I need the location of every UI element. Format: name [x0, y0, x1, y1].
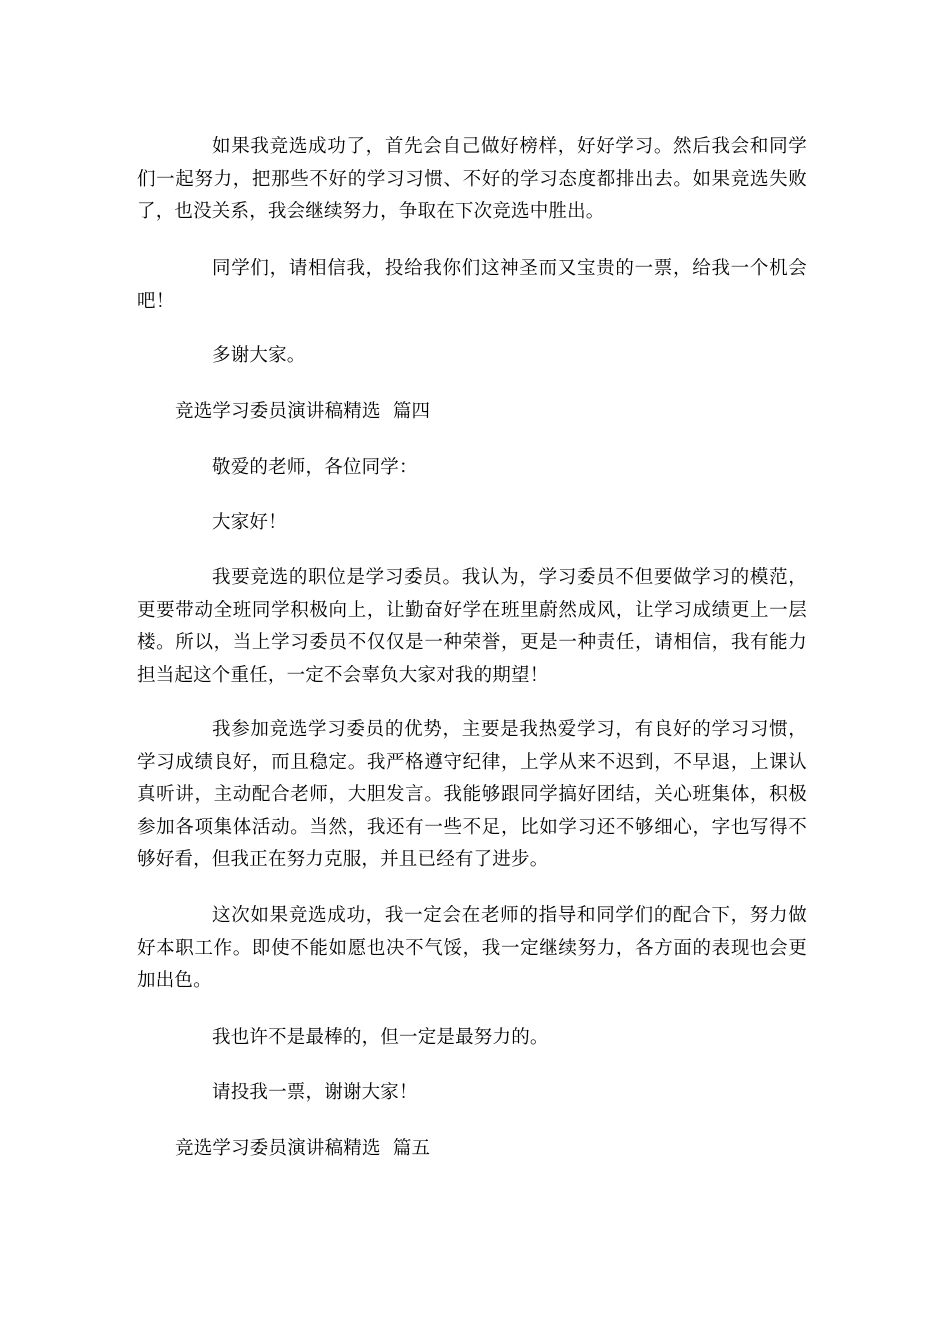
paragraph-vote: 请投我一票，谢谢大家！ [212, 1082, 418, 1103]
paragraph-effort: 我也许不是最棒的，但一定是最努力的。 [212, 1027, 549, 1048]
paragraph-strengths: 我参加竞选学习委员的优势，主要是我热爱学习，有良好的学习习惯，学习成绩良好，而且稳定。我严格遵守纪律，上学从来不迟到，不早退，上课认真听讲，主动配合老师，大胆发言。我能够跟同学搞好团结，关心班集体，积极参加各项集体活动。当然，我还有一些不足，比如学习还不够细心，字也写得不够好看，但我正在努力克服，并且已经有了进步。 [137, 719, 807, 871]
paragraph-trust-me: 同学们，请相信我，投给我你们这神圣而又宝贵的一票，给我一个机会吧！ [137, 258, 807, 312]
paragraph-greeting: 大家好！ [212, 512, 287, 533]
paragraph-if-elected: 如果我竞选成功了，首先会自己做好榜样，好好学习。然后我会和同学们一起努力，把那些不好的学习习惯、不好的学习态度都排出去。如果竞选失败了，也没关系，我会继续努力，争取在下次竞选中胜出。 [137, 136, 807, 223]
paragraph-commitment: 这次如果竞选成功，我一定会在老师的指导和同学们的配合下，努力做好本职工作。即使不能如愿也决不气馁，我一定继续努力，各方面的表现也会更加出色。 [137, 905, 807, 992]
paragraph-thanks: 多谢大家。 [212, 345, 306, 366]
section-heading-4: 竞选学习委员演讲稿精选 篇四 [175, 401, 431, 422]
section-heading-5: 竞选学习委员演讲稿精选 篇五 [175, 1138, 431, 1159]
paragraph-position: 我要竞选的职位是学习委员。我认为，学习委员不但要做学习的模范，更要带动全班同学积极向上，让勤奋好学在班里蔚然成风，让学习成绩更上一层楼。所以，当上学习委员不仅仅是一种荣誉，更是一种责任，请相信，我有能力担当起这个重任，一定不会辜负大家对我的期望！ [137, 567, 807, 686]
paragraph-salutation: 敬爱的老师，各位同学： [212, 457, 418, 478]
